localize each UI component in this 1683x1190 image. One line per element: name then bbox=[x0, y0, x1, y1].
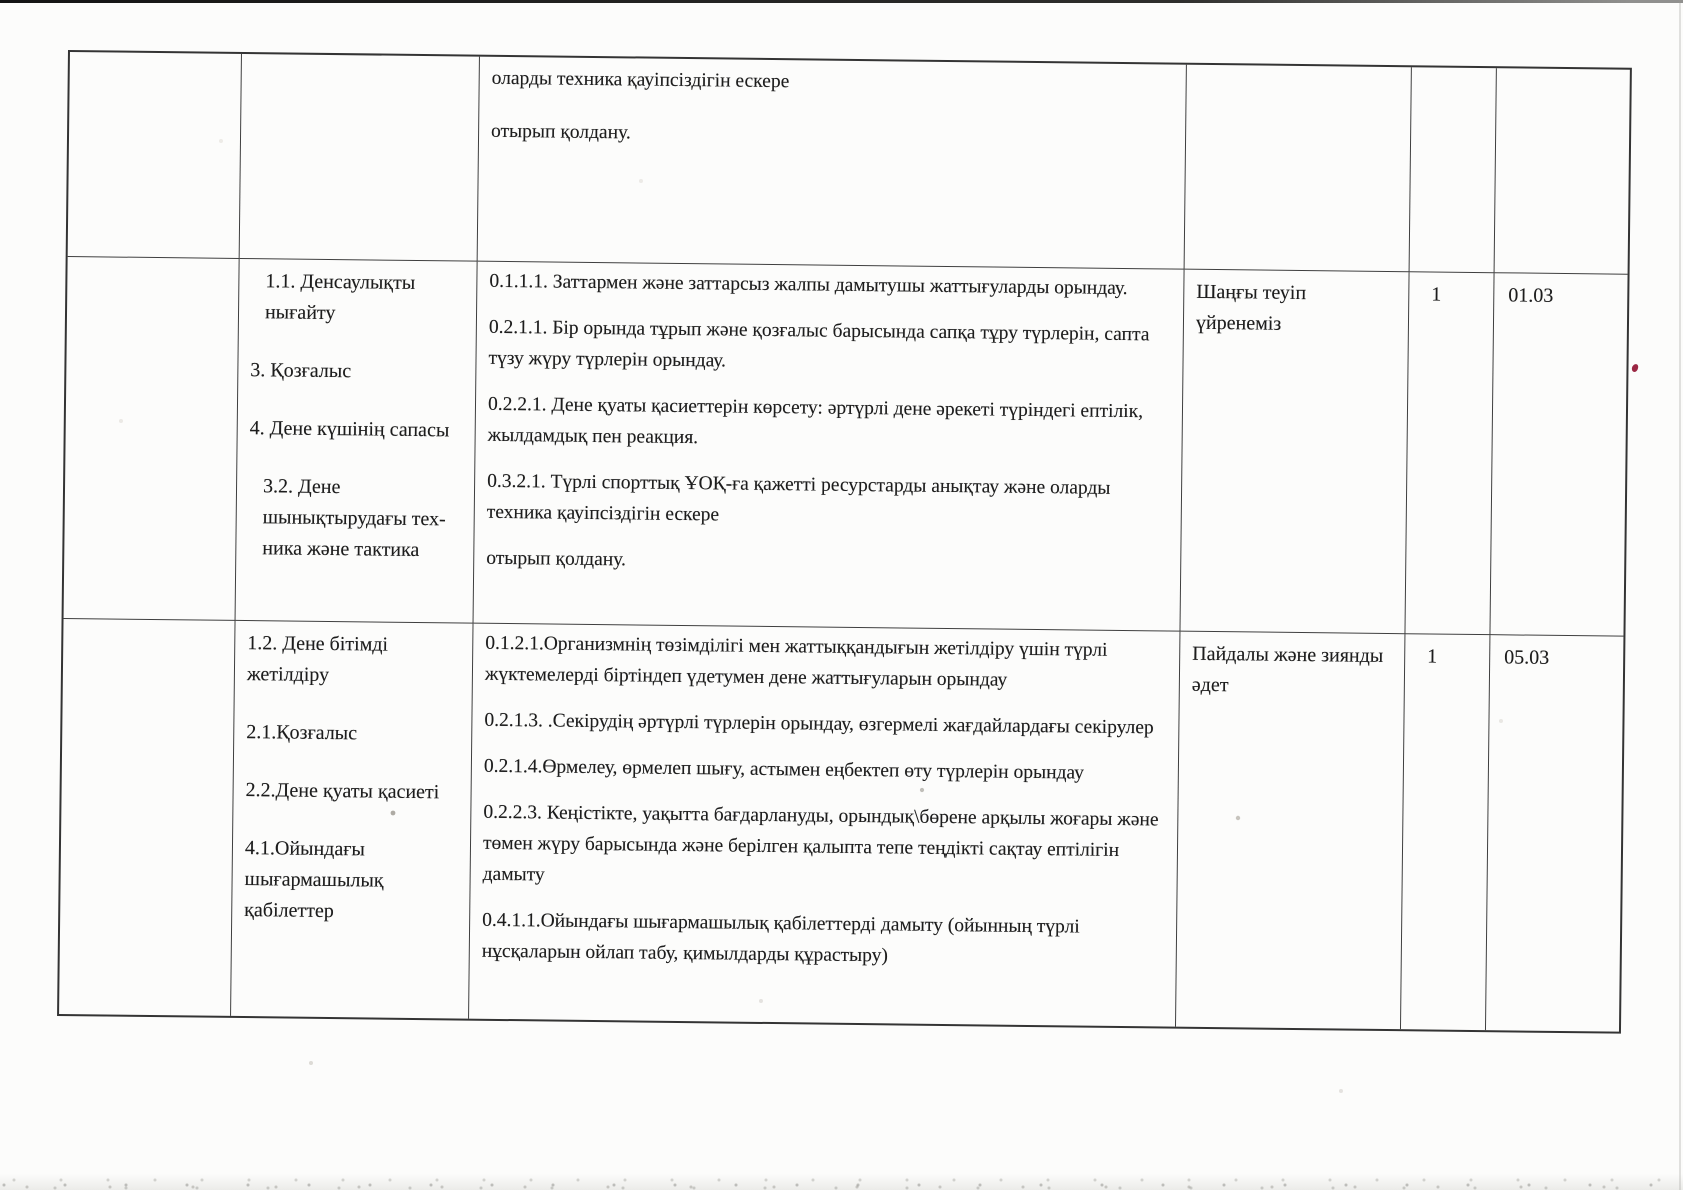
scan-top-edge-artifact bbox=[0, 0, 1683, 3]
cell-r1-hours bbox=[1410, 67, 1497, 273]
section-objective-text: 4.1.Ойындағы шығармашылық қабілеттер bbox=[244, 837, 384, 923]
section-objective-text: 1.2. Дене бітімді жетілдіру bbox=[246, 632, 389, 687]
cell-r2-learning-objectives bbox=[474, 262, 1185, 632]
scan-specks bbox=[0, 0, 2, 2]
learning-objective-text: 0.2.2.3. Кеңістікте, уақытта бағдарлануды, орындық\бөрене арқылы жоғары және төмен жүру барысында және берілген қалыпта тепе теңдікті сақтау ептілігін дамыту bbox=[482, 801, 1159, 886]
cell-r2-blank bbox=[64, 257, 240, 621]
section-objective-text: 3. Қозғалыс bbox=[250, 359, 352, 383]
cell-r2-date bbox=[1490, 273, 1627, 636]
cell-r3-topic bbox=[1176, 632, 1405, 1030]
scan-right-edge-artifact bbox=[1679, 0, 1681, 1190]
section-objective-text: 2.2.Дене қуаты қасиеті bbox=[245, 779, 440, 804]
cell-r1-objectives bbox=[240, 54, 480, 262]
cell-r2-objectives bbox=[236, 259, 478, 624]
section-objective-text: 4. Дене күшінің сапасы bbox=[249, 417, 450, 442]
date-value: 05.03 bbox=[1504, 646, 1550, 669]
learning-objective-text: оларды техника қауіпсіздігін ескере bbox=[491, 67, 790, 93]
cell-r2-hours bbox=[1405, 272, 1494, 635]
learning-objective-text: 0.2.2.1. Дене қуаты қасиеттерін көрсету: әртүрлі дене әрекеті түріндегі ептілік, жылдамдық пен реакция. bbox=[487, 393, 1144, 449]
section-objective-text: 1.1. Денсаулықты нығайту bbox=[264, 270, 416, 325]
cell-r1-topic bbox=[1185, 65, 1412, 273]
cell-r3-learning-objectives bbox=[469, 624, 1180, 1027]
cell-r1-learning-objectives bbox=[478, 57, 1187, 270]
hours-value bbox=[1434, 74, 1496, 75]
cell-r3-blank bbox=[59, 619, 235, 1016]
learning-objective-text: 0.2.1.3. .Секірудің әртүрлі түрлерін орындау, өзгермелі жағдайлардағы секірулер bbox=[484, 709, 1154, 739]
learning-objective-text: отырып қолдану. bbox=[486, 547, 627, 571]
cell-r3-date bbox=[1486, 635, 1623, 1031]
learning-objective-text: 0.4.1.1.Ойындағы шығармашылық қабілеттерді дамыту (ойынның түрлі нұсқаларын ойлап табу, қимылдарды құрастыру) bbox=[481, 909, 1080, 967]
cell-r3-hours bbox=[1401, 634, 1490, 1030]
cell-r3-objectives bbox=[231, 621, 473, 1019]
hours-value: 1 bbox=[1431, 283, 1442, 306]
topic-text bbox=[1199, 72, 1395, 74]
learning-objective-text: отырып қолдану. bbox=[490, 120, 631, 144]
topic-text: Шаңғы теуіп үйренеміз bbox=[1195, 280, 1307, 335]
date-value bbox=[1511, 75, 1630, 76]
section-objective-text: 2.1.Қозғалыс bbox=[246, 721, 358, 745]
cell-r2-topic bbox=[1180, 270, 1409, 635]
cell-r1-date bbox=[1495, 68, 1630, 274]
section-objective-text: 3.2. Дене шынықтырудағы тех-ника және тактика bbox=[262, 475, 446, 562]
red-ink-dot bbox=[1631, 363, 1639, 372]
learning-objective-text: 0.1.1.1. Заттармен және заттарсыз жалпы дамытушы жаттығуларды орындау. bbox=[489, 270, 1128, 300]
topic-text: Пайдалы және зиянды әдет bbox=[1191, 642, 1384, 697]
learning-objective-text: 0.3.2.1. Түрлі спорттық ҰОҚ-ға қажетті ресурстарды анықтау және оларды техника қауіпсіздігін ескере bbox=[486, 470, 1111, 526]
cell-r1-blank bbox=[68, 52, 242, 259]
learning-objective-text: 0.1.2.1.Организмнің төзімділігі мен жаттыққандығын жетілдіру үшін түрлі жүктемелерді біртіндеп үдетумен дене жаттығуларын орындау bbox=[484, 632, 1108, 691]
lesson-plan-table bbox=[57, 50, 1632, 1034]
lesson-plan-sheet bbox=[57, 50, 1632, 1034]
hours-value: 1 bbox=[1427, 645, 1438, 668]
learning-objective-text: 0.2.1.1. Бір орында тұрып және қозғалыс барысында сапқа тұру түрлерін, сапта түзу жүру түрлерін орындау. bbox=[488, 316, 1150, 372]
learning-objective-text: 0.2.1.4.Өрмелеу, өрмелеп шығу, астымен еңбектеп өту түрлерін орындау bbox=[483, 755, 1085, 784]
scan-bottom-noise-band bbox=[0, 1174, 1683, 1190]
date-value: 01.03 bbox=[1508, 284, 1554, 307]
